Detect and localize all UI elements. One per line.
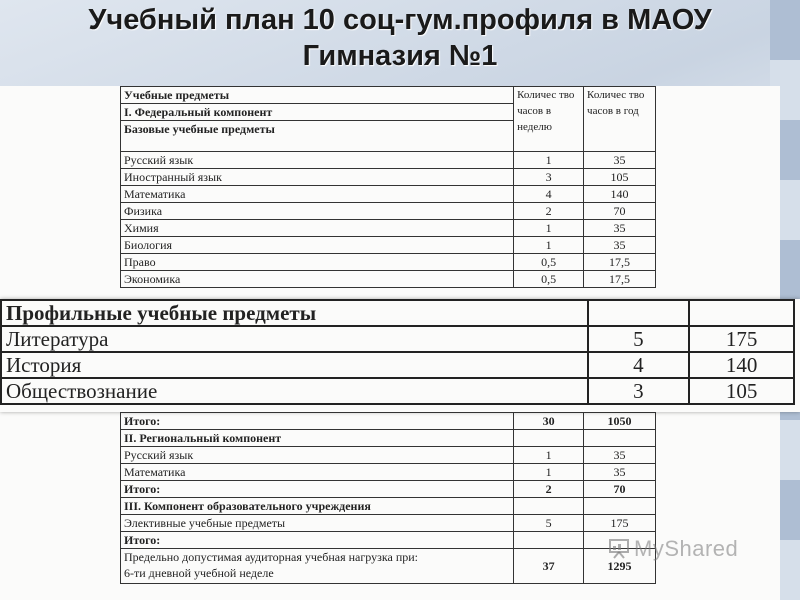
curriculum-table-bottom bbox=[120, 412, 656, 584]
table-row bbox=[121, 447, 656, 464]
hours-per-week: 1 bbox=[514, 152, 584, 169]
slide-title bbox=[0, 2, 800, 74]
subject-name: Математика bbox=[121, 464, 514, 481]
watermark bbox=[608, 536, 738, 562]
profile-hours-per-year: 175 bbox=[689, 326, 794, 352]
profile-subjects-table bbox=[0, 299, 795, 405]
table-row bbox=[121, 464, 656, 481]
hours-per-year: 17,5 bbox=[584, 271, 656, 288]
slide-title-line-2: Гимназия №1 bbox=[302, 40, 498, 72]
section-title: II. Региональный компонент bbox=[121, 430, 514, 447]
presentation-board-icon bbox=[608, 537, 630, 559]
max-load-hours-per-year: 1295 bbox=[584, 549, 656, 584]
profile-subject-name: Литература bbox=[1, 326, 588, 352]
hours-per-week: 3 bbox=[514, 169, 584, 186]
section-row bbox=[121, 498, 656, 515]
hours-per-year: 70 bbox=[584, 203, 656, 220]
table-header-row bbox=[121, 87, 656, 152]
hours-per-year: 35 bbox=[584, 220, 656, 237]
subject-name: Право bbox=[121, 254, 514, 271]
profile-hours-per-week: 4 bbox=[588, 352, 690, 378]
table-row bbox=[121, 186, 656, 203]
max-load-hours-per-week: 37 bbox=[514, 549, 584, 584]
table-row bbox=[121, 515, 656, 532]
table-row bbox=[121, 152, 656, 169]
watermark-text: MyShared bbox=[634, 536, 739, 561]
profile-subject-name: История bbox=[1, 352, 588, 378]
profile-hours-per-week: 5 bbox=[588, 326, 690, 352]
table-row bbox=[1, 352, 794, 378]
hours-per-week: 2 bbox=[514, 203, 584, 220]
table-row bbox=[121, 203, 656, 220]
hours-per-year bbox=[584, 498, 656, 515]
profile-heading-row bbox=[1, 300, 794, 326]
hours-per-week bbox=[514, 498, 584, 515]
hours-per-week: 30 bbox=[514, 413, 584, 430]
max-load-line-2: 6-ти дневной учебной неделе bbox=[124, 566, 274, 580]
table-row bbox=[1, 326, 794, 352]
max-load-line-1: Предельно допустимая аудиторная учебная нагрузка при: bbox=[124, 550, 419, 564]
hours-per-year: 35 bbox=[584, 152, 656, 169]
hours-per-week bbox=[514, 532, 584, 549]
hours-per-week: 2 bbox=[514, 481, 584, 498]
table-row bbox=[121, 481, 656, 498]
subject-name: Элективные учебные предметы bbox=[121, 515, 514, 532]
hours-per-year: 140 bbox=[584, 186, 656, 203]
hours-per-year: 1050 bbox=[584, 413, 656, 430]
hours-per-week: 0,5 bbox=[514, 254, 584, 271]
table-row bbox=[121, 254, 656, 271]
hours-per-week: 5 bbox=[514, 515, 584, 532]
subject-name: Биология bbox=[121, 237, 514, 254]
hours-per-year: 35 bbox=[584, 447, 656, 464]
hours-per-year: 35 bbox=[584, 464, 656, 481]
hours-per-year bbox=[584, 430, 656, 447]
hours-per-week bbox=[514, 430, 584, 447]
hours-per-week: 1 bbox=[514, 464, 584, 481]
table-row bbox=[121, 220, 656, 237]
curriculum-table-top bbox=[120, 86, 656, 288]
subject-name: Итого: bbox=[121, 481, 514, 498]
hours-per-year: 35 bbox=[584, 237, 656, 254]
subject-name: Химия bbox=[121, 220, 514, 237]
zoomed-profile-subjects-panel bbox=[0, 299, 800, 412]
table-row bbox=[121, 532, 656, 549]
hours-per-week: 1 bbox=[514, 237, 584, 254]
profile-heading-empty-week bbox=[588, 300, 690, 326]
hours-per-year: 70 bbox=[584, 481, 656, 498]
hours-per-week: 4 bbox=[514, 186, 584, 203]
subject-name: Экономика bbox=[121, 271, 514, 288]
profile-heading-empty-year bbox=[689, 300, 794, 326]
profile-hours-per-year: 140 bbox=[689, 352, 794, 378]
slide-title-line-1: Учебный план 10 соц-гум.профиля в МАОУ bbox=[88, 4, 712, 36]
hours-per-week: 0,5 bbox=[514, 271, 584, 288]
hours-per-week: 1 bbox=[514, 447, 584, 464]
header-hours-per-week: Количес тво часов в неделю bbox=[514, 87, 584, 152]
subject-name: Иностранный язык bbox=[121, 169, 514, 186]
subject-name: Физика bbox=[121, 203, 514, 220]
subject-name: Итого: bbox=[121, 532, 514, 549]
table-row bbox=[121, 413, 656, 430]
table-row bbox=[1, 378, 794, 404]
table-row bbox=[121, 237, 656, 254]
hours-per-week: 1 bbox=[514, 220, 584, 237]
hours-per-year: 17,5 bbox=[584, 254, 656, 271]
max-load-label bbox=[121, 549, 514, 584]
profile-subject-name: Обществознание bbox=[1, 378, 588, 404]
profile-hours-per-year: 105 bbox=[689, 378, 794, 404]
hours-per-year: 105 bbox=[584, 169, 656, 186]
header-subjects-label: Учебные предметы bbox=[121, 87, 513, 104]
profile-heading: Профильные учебные предметы bbox=[1, 300, 588, 326]
header-hours-per-year: Количес тво часов в год bbox=[584, 87, 656, 152]
max-load-row bbox=[121, 549, 656, 584]
section-title: III. Компонент образовательного учреждения bbox=[121, 498, 514, 515]
profile-hours-per-week: 3 bbox=[588, 378, 690, 404]
table-row bbox=[121, 271, 656, 288]
header-basic-subjects: Базовые учебные предметы bbox=[124, 122, 275, 136]
header-subjects-cell bbox=[121, 87, 514, 152]
table-row bbox=[121, 169, 656, 186]
header-federal-component: I. Федеральный компонент bbox=[121, 104, 513, 121]
subject-name: Итого: bbox=[121, 413, 514, 430]
section-row bbox=[121, 430, 656, 447]
subject-name: Русский язык bbox=[121, 152, 514, 169]
subject-name: Русский язык bbox=[121, 447, 514, 464]
subject-name: Математика bbox=[121, 186, 514, 203]
hours-per-year: 175 bbox=[584, 515, 656, 532]
